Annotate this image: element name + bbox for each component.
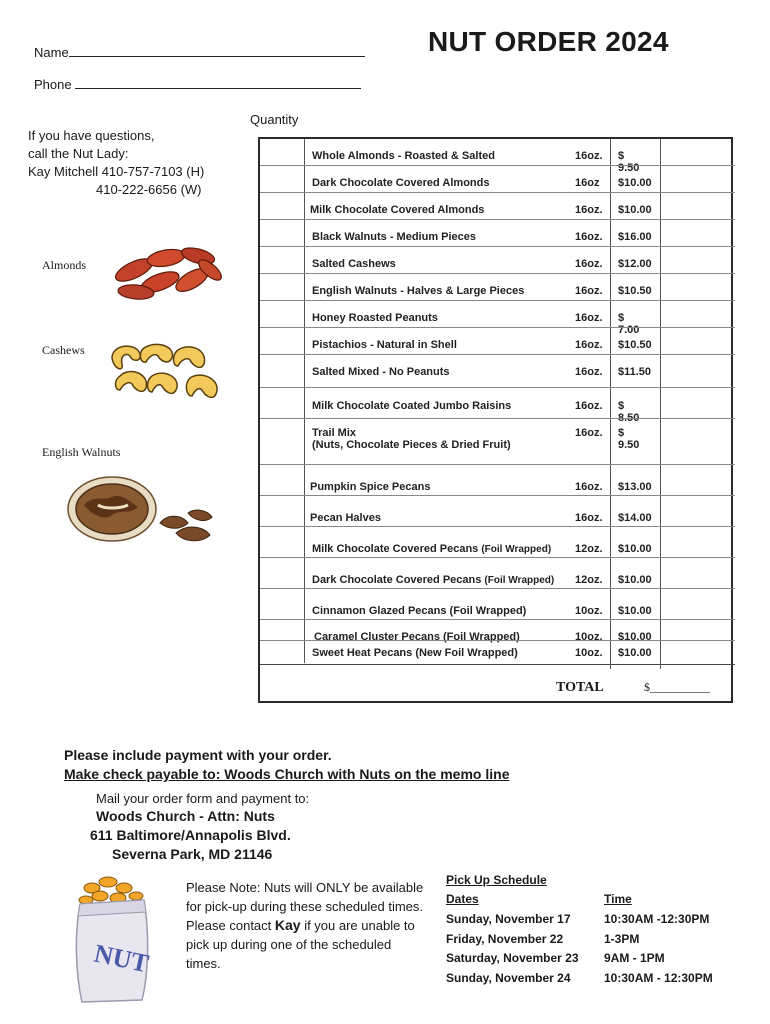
walnuts-label: English Walnuts	[42, 445, 121, 459]
pickup-schedule-title: Pick Up Schedule	[446, 873, 547, 887]
quantity-cell[interactable]	[260, 465, 304, 496]
item-size: 16oz.	[575, 150, 603, 162]
contact-info	[28, 127, 204, 199]
amount-cell[interactable]	[661, 220, 733, 247]
item-price: $10.00	[618, 647, 652, 659]
item-name: Pecan Halves	[310, 512, 381, 524]
quantity-cell[interactable]	[260, 620, 304, 641]
item-name: Dark Chocolate Covered Pecans (Foil Wrapped)	[312, 574, 555, 586]
item-name: Trail Mix (Nuts, Chocolate Pieces & Dried Fruit)	[312, 427, 511, 451]
item-size: 16oz.	[575, 481, 603, 493]
item-size: 10oz.	[575, 605, 603, 617]
quantity-cell[interactable]	[260, 301, 304, 328]
pickup-time: 9AM - 1PM	[604, 951, 665, 965]
amount-cell[interactable]	[661, 193, 733, 220]
pickup-date: Friday, November 22	[446, 932, 564, 946]
contact-line-3: Kay Mitchell 410-757-7103 (H)	[28, 164, 205, 179]
order-form-table	[258, 137, 733, 703]
item-size: 12oz.	[575, 543, 603, 555]
quantity-cell[interactable]	[260, 388, 304, 419]
item-size: 16oz.	[575, 285, 603, 297]
quantity-cell[interactable]	[260, 193, 304, 220]
pickup-time: 1-3PM	[604, 932, 640, 946]
contact-line-4: 410-222-6656 (W)	[96, 182, 202, 197]
item-name: Dark Chocolate Covered Almonds	[312, 177, 490, 189]
quantity-cell[interactable]	[260, 419, 304, 465]
item-name: Honey Roasted Peanuts	[312, 312, 438, 324]
item-price: $16.00	[618, 231, 652, 243]
item-size: 16oz.	[575, 512, 603, 524]
pickup-date: Saturday, November 23	[446, 951, 579, 965]
amount-cell[interactable]	[661, 328, 733, 355]
item-name: Milk Chocolate Covered Pecans (Foil Wrapped)	[312, 543, 552, 555]
contact-line-1: If you have questions,	[28, 128, 155, 143]
quantity-cell[interactable]	[260, 589, 304, 620]
item-size: 16oz	[575, 177, 600, 189]
quantity-cell[interactable]	[260, 641, 304, 665]
quantity-cell[interactable]	[260, 139, 304, 166]
pickup-note: Please Note: Nuts will ONLY be available for pick-up during these scheduled times. Please contact Kay if you are unable to pick up during one of the scheduled times.	[186, 880, 424, 971]
pickup-time: 10:30AM -12:30PM	[604, 912, 710, 926]
item-price: $ 7.00	[618, 312, 640, 336]
amount-cell[interactable]	[661, 301, 733, 328]
cashews-label: Cashews	[42, 343, 85, 357]
item-name: Milk Chocolate Coated Jumbo Raisins	[312, 400, 512, 412]
nut-bag-illustration	[62, 866, 156, 1006]
cashews-illustration	[106, 340, 232, 408]
item-price: $ 8.50	[618, 400, 640, 424]
check-payable-instruction: Make check payable to: Woods Church with Nuts on the memo line	[64, 766, 510, 782]
item-price: $10.00	[618, 177, 652, 189]
item-size: 10oz.	[575, 631, 603, 643]
amount-cell[interactable]	[661, 166, 733, 193]
item-price: $ 9.50	[618, 150, 640, 174]
item-name: Pumpkin Spice Pecans	[310, 481, 431, 493]
item-price: $11.50	[618, 366, 652, 378]
phone-line	[75, 77, 361, 89]
name-field[interactable]	[34, 45, 365, 60]
total-label: TOTAL	[556, 680, 604, 695]
item-price: $10.00	[618, 574, 652, 586]
row-divider	[260, 664, 735, 665]
quantity-cell[interactable]	[260, 166, 304, 193]
item-price: $10.50	[618, 285, 652, 297]
item-size: 16oz.	[575, 427, 603, 439]
quantity-cell[interactable]	[260, 355, 304, 388]
item-price: $10.00	[618, 631, 652, 643]
quantity-cell[interactable]	[260, 220, 304, 247]
walnut-illustration	[64, 465, 222, 551]
amount-cell[interactable]	[661, 620, 733, 641]
item-name: Black Walnuts - Medium Pieces	[312, 231, 477, 243]
pickup-date: Sunday, November 24	[446, 971, 571, 985]
item-price: $14.00	[618, 512, 652, 524]
quantity-cell[interactable]	[260, 247, 304, 274]
item-size: 12oz.	[575, 574, 603, 586]
name-label: Name	[34, 45, 69, 60]
nut-bag-label: NUT	[91, 938, 152, 979]
quantity-cell[interactable]	[260, 558, 304, 589]
item-price: $10.00	[618, 543, 652, 555]
amount-cell[interactable]	[661, 465, 733, 496]
quantity-cell[interactable]	[260, 328, 304, 355]
amount-cell[interactable]	[661, 388, 733, 419]
address-line-1: Woods Church - Attn: Nuts	[96, 808, 275, 824]
mail-intro: Mail your order form and payment to:	[96, 791, 310, 806]
item-price: $ 9.50	[618, 427, 640, 451]
name-line	[69, 45, 365, 57]
item-name: Pistachios - Natural in Shell	[312, 339, 457, 351]
item-size: 16oz.	[575, 231, 603, 243]
quantity-cell[interactable]	[260, 496, 304, 527]
contact-line-2: call the Nut Lady:	[28, 146, 129, 161]
item-price: $12.00	[618, 258, 652, 270]
item-name: Milk Chocolate Covered Almonds	[310, 204, 485, 216]
amount-cell[interactable]	[661, 496, 733, 527]
pickup-date: Sunday, November 17	[446, 912, 571, 926]
amount-cell[interactable]	[661, 139, 733, 166]
item-name: Caramel Cluster Pecans (Foil Wrapped)	[314, 631, 520, 643]
address-line-2: 611 Baltimore/Annapolis Blvd.	[90, 827, 291, 843]
amount-cell[interactable]	[661, 589, 733, 620]
item-size: 10oz.	[575, 647, 603, 659]
almonds-label: Almonds	[42, 258, 87, 272]
amount-cell[interactable]	[661, 419, 733, 465]
item-name: Salted Mixed - No Peanuts	[312, 366, 450, 378]
item-size: 16oz.	[575, 366, 603, 378]
page-title: NUT ORDER 2024	[428, 26, 669, 57]
item-price: $13.00	[618, 481, 652, 493]
item-size: 16oz.	[575, 400, 603, 412]
pickup-time: 10:30AM - 12:30PM	[604, 971, 713, 985]
dates-header: Dates	[446, 892, 479, 906]
total-field[interactable]: $__________	[644, 680, 710, 694]
item-name: Whole Almonds - Roasted & Salted	[312, 150, 495, 162]
payment-instruction: Please include payment with your order.	[64, 747, 332, 763]
contact-name: Kay	[274, 917, 301, 933]
item-name: Sweet Heat Pecans (New Foil Wrapped)	[312, 647, 518, 659]
item-size: 16oz.	[575, 204, 603, 216]
item-name: Salted Cashews	[312, 258, 396, 270]
phone-field[interactable]	[34, 77, 361, 92]
item-name: Cinnamon Glazed Pecans (Foil Wrapped)	[312, 605, 527, 617]
quantity-column-divider	[304, 139, 305, 663]
amount-cell[interactable]	[661, 527, 733, 558]
item-name: English Walnuts - Halves & Large Pieces	[312, 285, 525, 297]
address-line-3: Severna Park, MD 21146	[112, 846, 273, 862]
amount-cell[interactable]	[661, 355, 733, 388]
amount-cell[interactable]	[661, 274, 733, 301]
phone-label: Phone	[34, 77, 72, 92]
item-size: 16oz.	[575, 339, 603, 351]
quantity-label: Quantity	[250, 112, 299, 127]
almonds-illustration	[106, 234, 228, 302]
item-size: 16oz.	[575, 312, 603, 324]
item-price: $10.00	[618, 204, 652, 216]
quantity-cell[interactable]	[260, 274, 304, 301]
item-price: $10.00	[618, 605, 652, 617]
item-size: 16oz.	[575, 258, 603, 270]
amount-cell[interactable]	[661, 558, 733, 589]
quantity-cell[interactable]	[260, 527, 304, 558]
item-price: $10.50	[618, 339, 652, 351]
amount-cell[interactable]	[661, 247, 733, 274]
amount-cell[interactable]	[661, 641, 733, 665]
time-header: Time	[604, 892, 632, 906]
